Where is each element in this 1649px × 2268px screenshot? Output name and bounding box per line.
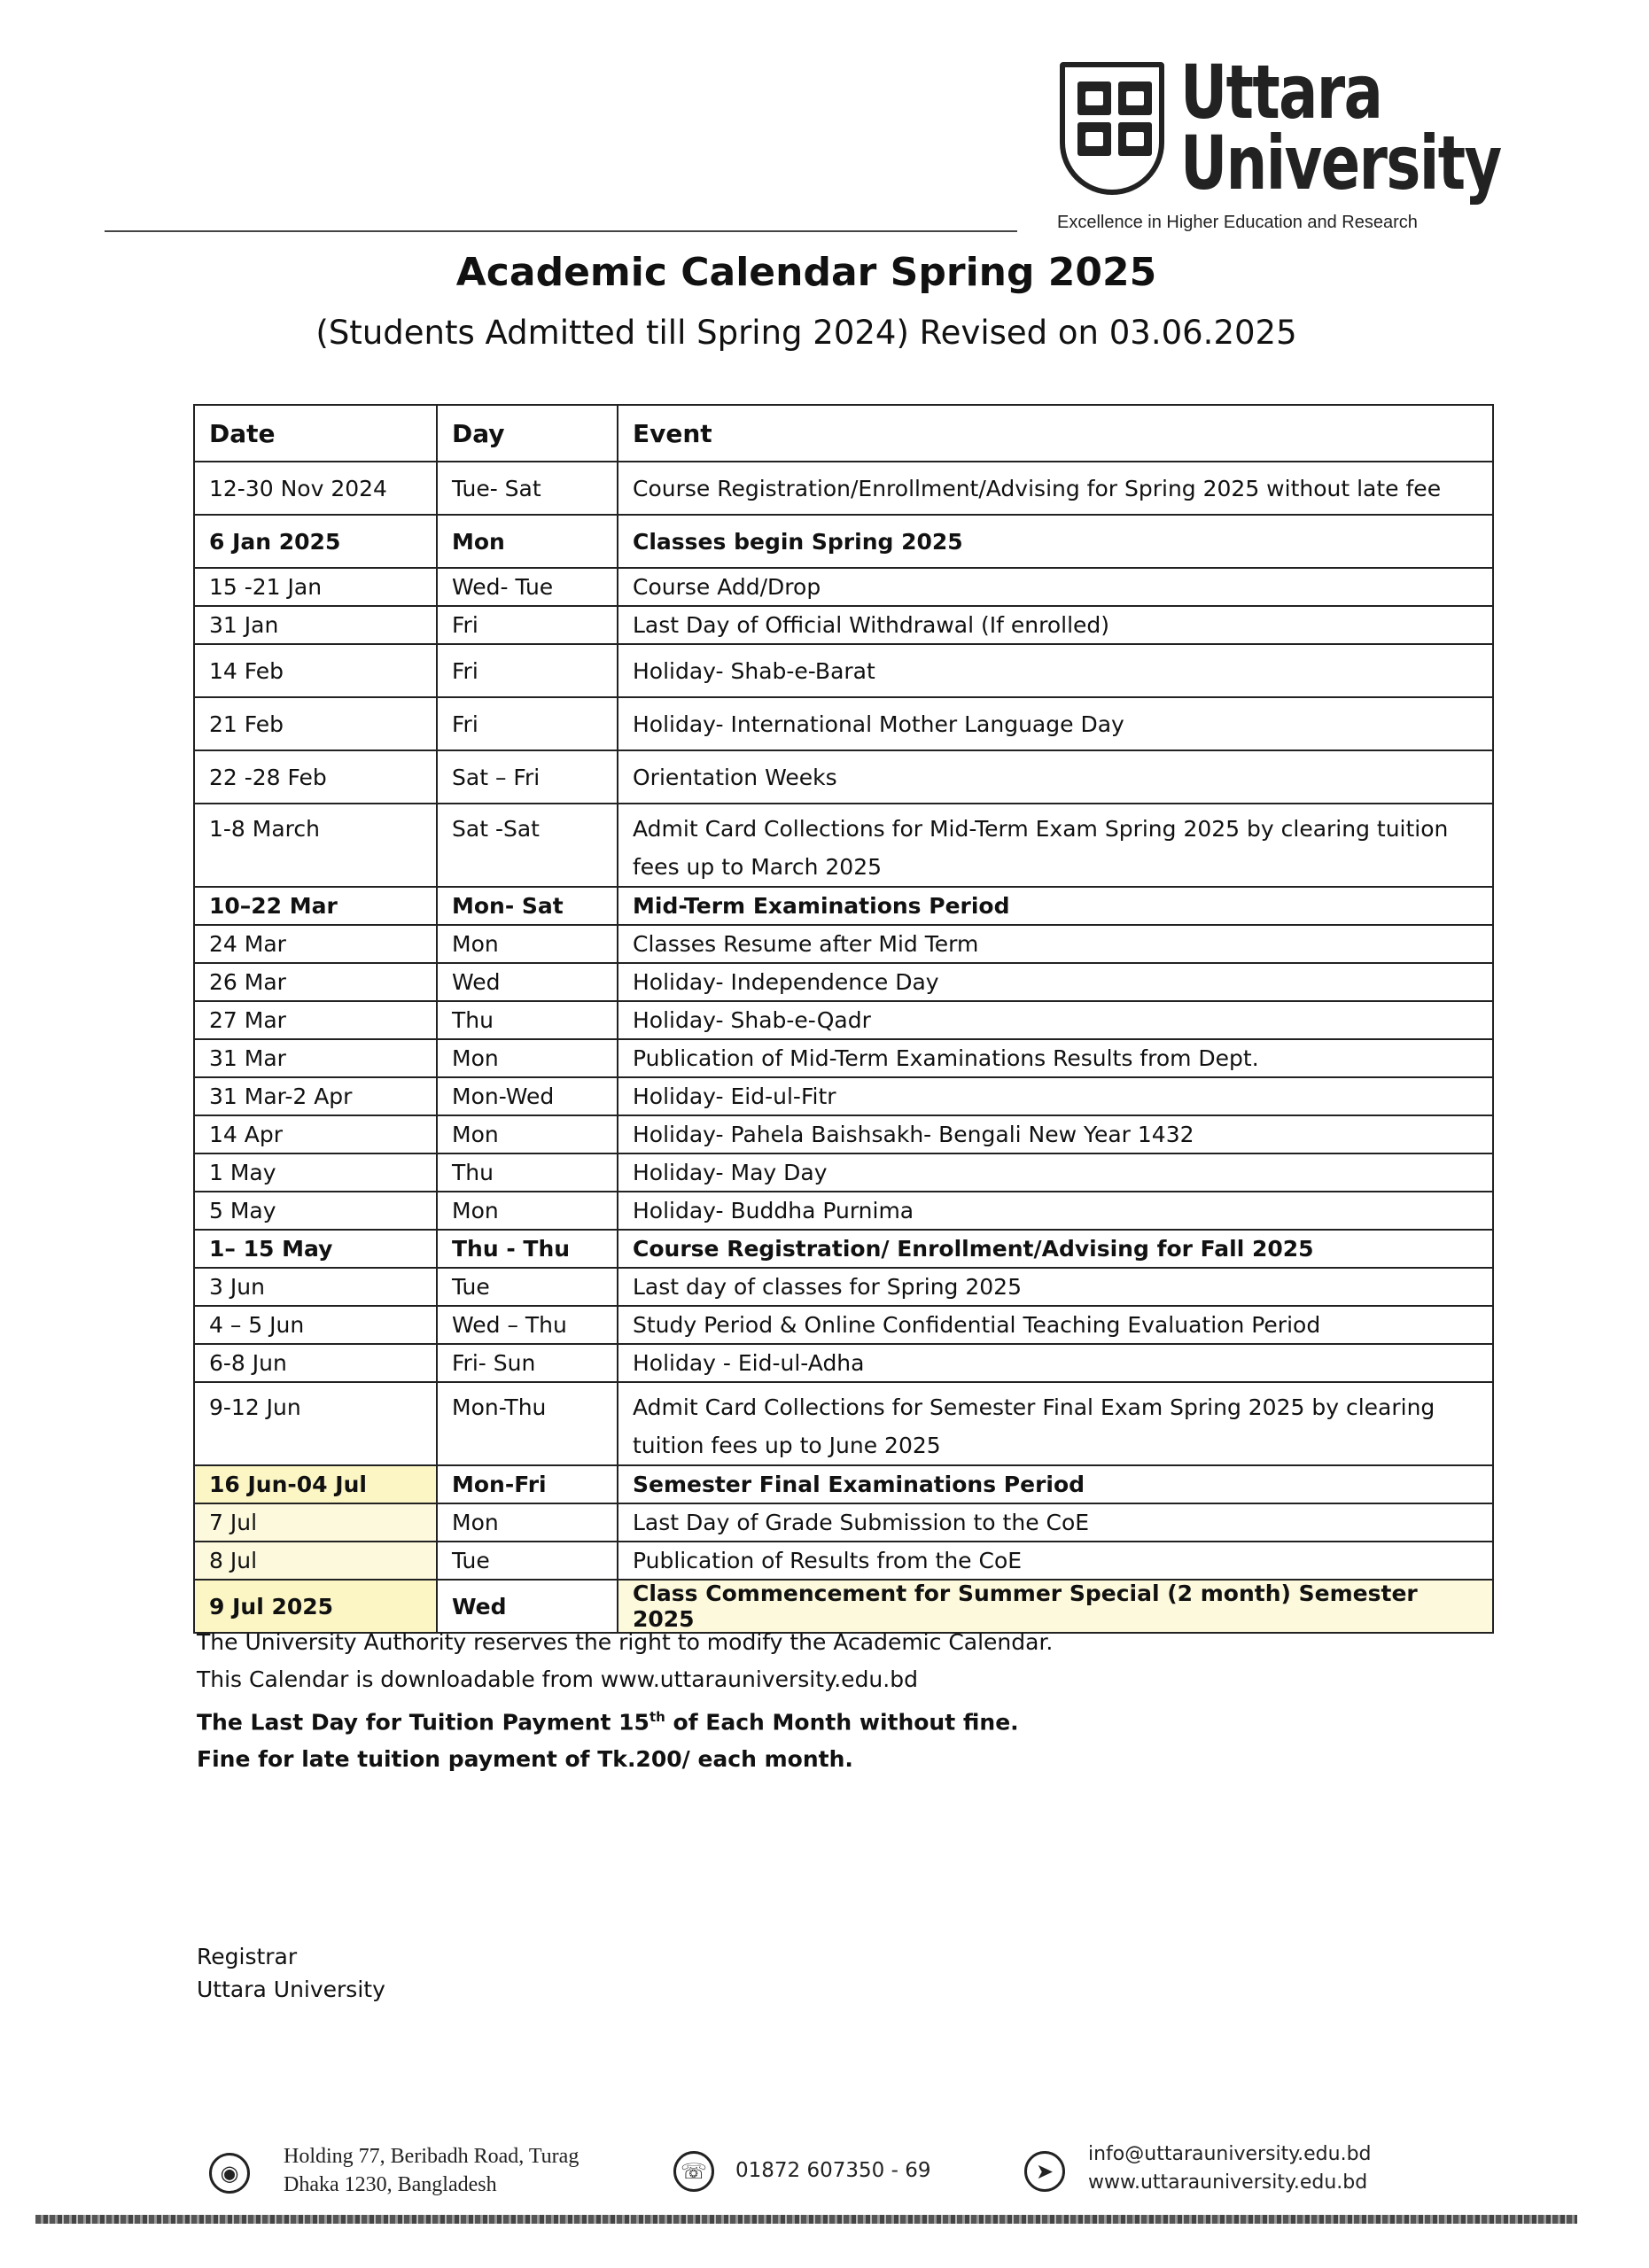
date-cell: 10–22 Mar [194,887,437,925]
event-cell: Last Day of Grade Submission to the CoE [618,1503,1493,1542]
table-row [194,750,1493,804]
day-cell: Mon [437,515,618,568]
logo-word-university: University [1180,120,1501,206]
day-cell: Thu - Thu [437,1230,618,1268]
page-title: Academic Calendar Spring 2025 [455,250,1157,295]
column-header-day: Day [437,405,618,462]
column-header-event: Event [618,405,1493,462]
event-cell: Admit Card Collections for Mid-Term Exam Spring 2025 by clearing tuition fees up to March 2025 [618,804,1493,887]
note-tuition-deadline-tail: of Each Month without fine. [665,1709,1019,1736]
day-cell: Tue [437,1268,618,1306]
date-cell: 5 May [194,1192,437,1230]
day-cell: Mon- Sat [437,887,618,925]
day-cell: Wed [437,1580,618,1633]
date-cell: 26 Mar [194,963,437,1001]
location-pin-icon: ◉ [209,2153,250,2194]
table-row [194,606,1493,644]
table-row [194,804,1493,887]
note-late-fine: Fine for late tuition payment of Tk.200/ each month. [197,1746,853,1773]
day-cell: Tue- Sat [437,462,618,515]
footer-address-line2: Dhaka 1230, Bangladesh [284,2173,497,2196]
footer-phone: 01872 607350 - 69 [735,2159,931,2182]
table-row [194,644,1493,697]
day-cell: Thu [437,1153,618,1192]
event-cell: Publication of Results from the CoE [618,1542,1493,1580]
event-cell: Classes begin Spring 2025 [618,515,1493,568]
day-cell: Wed – Thu [437,1306,618,1344]
event-cell: Last Day of Official Withdrawal (If enrolled) [618,606,1493,644]
signatory-title: Registrar [197,1944,298,1969]
event-cell: Study Period & Online Confidential Teaching Evaluation Period [618,1306,1493,1344]
event-cell: Orientation Weeks [618,750,1493,804]
logo-tagline: Excellence in Higher Education and Research [1057,213,1418,232]
table-row [194,1115,1493,1153]
date-cell: 6-8 Jun [194,1344,437,1382]
date-cell: 15 -21 Jan [194,568,437,606]
table-row [194,1001,1493,1039]
day-cell: Wed- Tue [437,568,618,606]
date-cell: 1 May [194,1153,437,1192]
date-cell: 31 Mar [194,1039,437,1077]
table-row [194,925,1493,963]
table-row [194,1153,1493,1192]
date-cell: 8 Jul [194,1542,437,1580]
event-cell: Admit Card Collections for Semester Final Exam Spring 2025 by clearing tuition fees up to June 2025 [618,1382,1493,1465]
table-row [194,1542,1493,1580]
day-cell: Mon [437,1192,618,1230]
day-cell: Fri [437,697,618,750]
table-row [194,697,1493,750]
event-cell: Mid-Term Examinations Period [618,887,1493,925]
date-cell: 21 Feb [194,697,437,750]
event-cell: Semester Final Examinations Period [618,1465,1493,1503]
day-cell: Fri [437,606,618,644]
day-cell: Mon [437,1503,618,1542]
date-cell: 9 Jul 2025 [194,1580,437,1633]
date-cell: 9-12 Jun [194,1382,437,1465]
footer-address [284,2142,579,2199]
table-row [194,568,1493,606]
phone-icon: ☏ [673,2151,714,2192]
date-cell: 3 Jun [194,1268,437,1306]
day-cell: Wed [437,963,618,1001]
day-cell: Thu [437,1001,618,1039]
note-tuition-deadline-text: The Last Day for Tuition Payment 15 [197,1709,649,1736]
footer-address-line1: Holding 77, Beribadh Road, Turag [284,2145,579,2168]
cursor-click-icon: ➤ [1024,2151,1065,2192]
note-ordinal-suffix: th [649,1709,665,1725]
table-row [194,1503,1493,1542]
table-row [194,1465,1493,1503]
date-cell: 7 Jul [194,1503,437,1542]
logo-word-uttara: Uttara [1180,49,1382,136]
page-subtitle: (Students Admitted till Spring 2024) Revised on 03.06.2025 [315,314,1297,352]
date-cell: 14 Feb [194,644,437,697]
table-row [194,1039,1493,1077]
table-row [194,1344,1493,1382]
footer-website: www.uttarauniversity.edu.bd [1088,2171,1368,2194]
event-cell: Course Add/Drop [618,568,1493,606]
date-cell: 27 Mar [194,1001,437,1039]
table-row [194,1230,1493,1268]
event-cell: Holiday- Independence Day [618,963,1493,1001]
footer-contact [1088,2140,1372,2197]
day-cell: Mon-Wed [437,1077,618,1115]
event-cell: Holiday - Eid-ul-Adha [618,1344,1493,1382]
day-cell: Mon-Thu [437,1382,618,1465]
note-download-info: This Calendar is downloadable from www.uttarauniversity.edu.bd [197,1666,918,1692]
table-row [194,515,1493,568]
event-cell: Last day of classes for Spring 2025 [618,1268,1493,1306]
table-row [194,1192,1493,1230]
table-row [194,1382,1493,1465]
date-cell: 1– 15 May [194,1230,437,1268]
day-cell: Mon-Fri [437,1465,618,1503]
day-cell: Fri- Sun [437,1344,618,1382]
date-cell: 12-30 Nov 2024 [194,462,437,515]
day-cell: Mon [437,1115,618,1153]
table-row [194,462,1493,515]
event-cell: Publication of Mid-Term Examinations Results from Dept. [618,1039,1493,1077]
date-cell: 31 Mar-2 Apr [194,1077,437,1115]
note-modify-rights: The University Authority reserves the right to modify the Academic Calendar. [197,1629,1054,1655]
table-row [194,1268,1493,1306]
date-cell: 4 – 5 Jun [194,1306,437,1344]
date-cell: 24 Mar [194,925,437,963]
event-cell: Holiday- Pahela Baishsakh- Bengali New Year 1432 [618,1115,1493,1153]
footer-decorative-bar [35,2215,1577,2224]
event-cell: Course Registration/Enrollment/Advising for Spring 2025 without late fee [618,462,1493,515]
day-cell: Tue [437,1542,618,1580]
date-cell: 1-8 March [194,804,437,887]
date-cell: 16 Jun-04 Jul [194,1465,437,1503]
event-cell: Holiday- Eid-ul-Fitr [618,1077,1493,1115]
event-cell: Holiday- Shab-e-Qadr [618,1001,1493,1039]
table-row [194,963,1493,1001]
header-divider [105,230,1017,232]
event-cell: Holiday- May Day [618,1153,1493,1192]
event-cell: Holiday- International Mother Language Day [618,697,1493,750]
note-tuition-deadline [197,1698,1053,1741]
event-cell: Course Registration/ Enrollment/Advising for Fall 2025 [618,1230,1493,1268]
table-row [194,887,1493,925]
day-cell: Mon [437,925,618,963]
signature-block [197,1940,385,2006]
date-cell: 22 -28 Feb [194,750,437,804]
date-cell: 6 Jan 2025 [194,515,437,568]
event-cell: Holiday- Shab-e-Barat [618,644,1493,697]
shield-emblem-icon [1060,62,1164,195]
signatory-org: Uttara University [197,1977,385,2002]
table-row [194,1077,1493,1115]
event-cell: Holiday- Buddha Purnima [618,1192,1493,1230]
date-cell: 14 Apr [194,1115,437,1153]
date-cell: 31 Jan [194,606,437,644]
day-cell: Sat – Fri [437,750,618,804]
event-cell: Class Commencement for Summer Special (2 month) Semester 2025 [618,1580,1493,1633]
calendar-notes [197,1624,1053,1778]
day-cell: Sat -Sat [437,804,618,887]
academic-calendar-table [193,404,1494,1634]
day-cell: Mon [437,1039,618,1077]
footer-email: info@uttarauniversity.edu.bd [1088,2143,1372,2165]
column-header-date: Date [194,405,437,462]
event-cell: Classes Resume after Mid Term [618,925,1493,963]
table-row [194,1306,1493,1344]
table-header-row [194,405,1493,462]
day-cell: Fri [437,644,618,697]
